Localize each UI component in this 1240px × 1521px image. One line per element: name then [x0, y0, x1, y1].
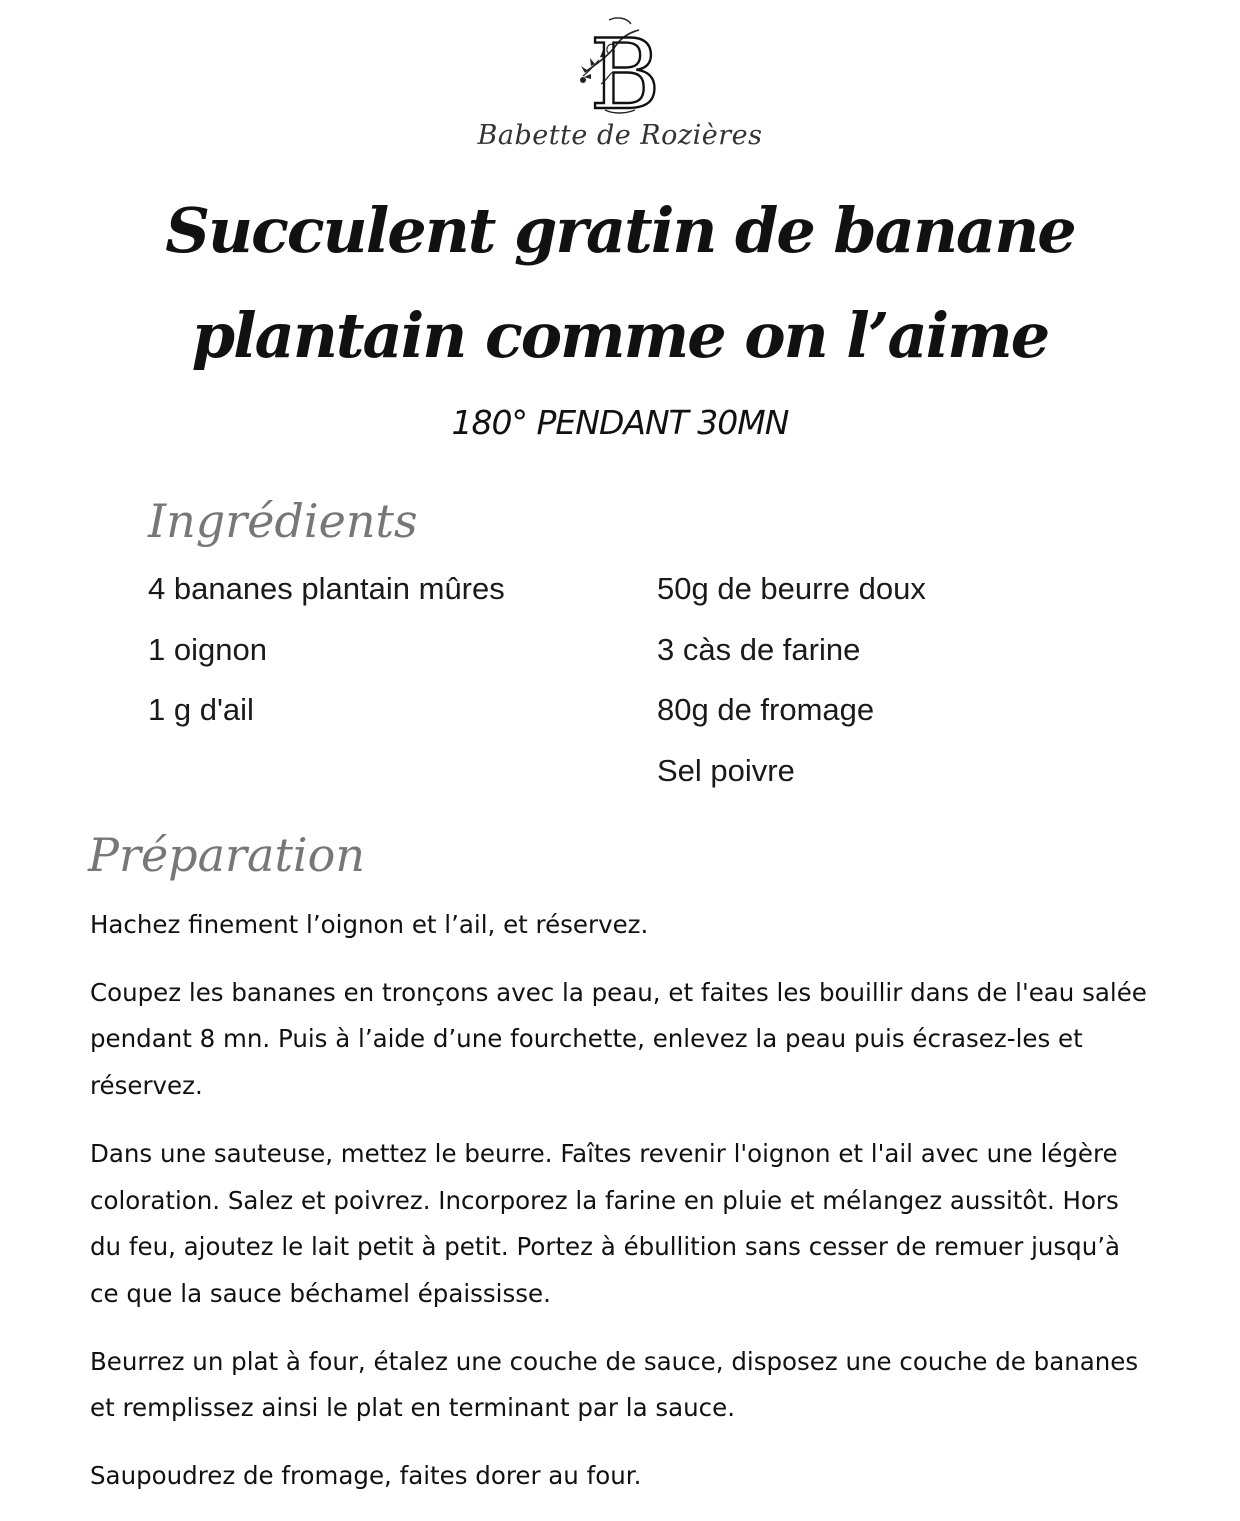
ingredient-item: Sel poivre	[657, 752, 795, 788]
preparation-steps	[90, 902, 1150, 1521]
recipe-title-line-2: plantain comme on l’aime	[191, 299, 1049, 372]
ingredients-heading: Ingrédients	[148, 494, 418, 548]
ingredient-item: 1 oignon	[148, 631, 267, 667]
ingredient-item: 1 g d'ail	[148, 692, 254, 727]
preparation-step: Hachez finement l’oignon et l’ail, et réservez.	[90, 910, 649, 939]
preparation-step: Saupoudrez de fromage, faites dorer au four.	[90, 1461, 642, 1491]
monogram-letter: B	[589, 19, 661, 116]
preparation-heading: Préparation	[88, 828, 365, 882]
recipe-title	[0, 178, 1240, 388]
ingredient-item: 80g de fromage	[657, 692, 875, 727]
ingredient-item: 3 càs de farine	[657, 631, 861, 667]
brand-name: Babette de Rozières	[477, 120, 763, 151]
ingredients-column-right	[657, 566, 926, 808]
monogram-logo-icon	[565, 14, 675, 116]
cooking-instructions: 180° PENDANT 30MN	[451, 403, 789, 442]
preparation-step: Beurrez un plat à four, étalez une couche de sauce, disposez une couche de bananes et remplissez ainsi le plat en terminant par la sauce.	[90, 1346, 1139, 1423]
preparation-step: Coupez les bananes en tronçons avec la peau, et faites les bouillir dans de l'eau salée pendant 8 mn. Puis à l’aide d’une fourchette, enlevez la peau puis écrasez-les et réservez.	[90, 977, 1147, 1101]
brand-logo	[0, 14, 1240, 151]
ingredients-column-left	[148, 566, 505, 748]
ingredient-item: 4 bananes plantain mûres	[148, 571, 505, 606]
recipe-title-line-1: Succulent gratin de banane	[165, 194, 1075, 267]
preparation-step: Dans une sauteuse, mettez le beurre. Faîtes revenir l'oignon et l'ail avec une légère coloration. Salez et poivrez. Incorporez la farine en pluie et mélangez aussitôt. Hors du feu, ajoutez le lait petit à petit. Portez à ébullition sans cesser de remuer jusqu’à ce que la sauce béchamel épaississe.	[90, 1138, 1121, 1308]
ingredient-item: 50g de beurre doux	[657, 571, 926, 606]
